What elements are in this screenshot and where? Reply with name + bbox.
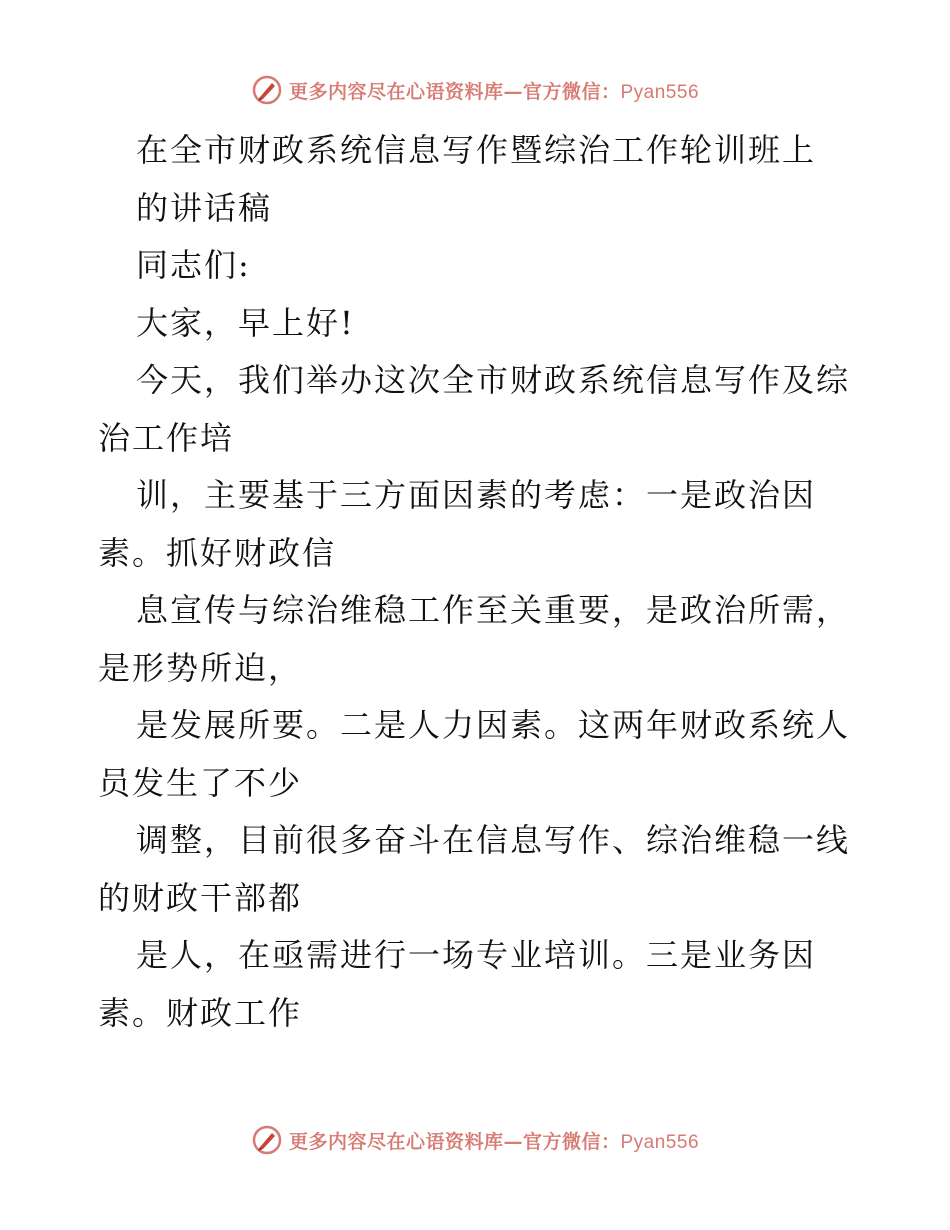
text-line: 今天，我们举办这次全市财政系统信息写作及综 [136,361,851,399]
banner-text: 更多内容尽在心语资料库—官方微信：Pyan556 [288,80,700,103]
banner-text: 更多内容尽在心语资料库—官方微信：Pyan556 [288,1130,700,1153]
header-banner [0,70,950,110]
text-line: 素。抓好财政信 [98,533,337,572]
text-line: 是发展所要。二是人力因素。这两年财政系统人 [136,706,851,744]
text-line: 同志们: [136,246,251,284]
pen-nib-logo-icon [251,74,283,106]
text-line: 员发生了不少 [98,763,303,802]
text-line: 息宣传与综治维稳工作至关重要，是政治所需， [136,591,851,629]
text-line: 是形势所迫， [98,648,303,687]
text-line: 调整，目前很多奋斗在信息写作、综治维稳一线 [136,821,851,859]
text-line: 的财政干部都 [98,878,303,917]
document-body [98,122,858,1042]
banner-wechat-id: Pyan556 [620,81,700,103]
text-line: 的讲话稿 [136,188,273,227]
text-line: 素。财政工作 [98,993,303,1032]
text-line: 大家，早上好! [136,303,355,342]
pen-nib-logo-icon [251,1124,283,1156]
text-line: 在全市财政系统信息写作暨综治工作轮训班上 [136,131,817,169]
text-line: 训，主要基于三方面因素的考虑：一是政治因 [136,476,817,514]
text-line: 是人，在亟需进行一场专业培训。三是业务因 [136,936,817,974]
banner-wechat-id: Pyan556 [620,1131,700,1153]
footer-banner [0,1120,950,1160]
text-line: 治工作培 [98,418,235,457]
